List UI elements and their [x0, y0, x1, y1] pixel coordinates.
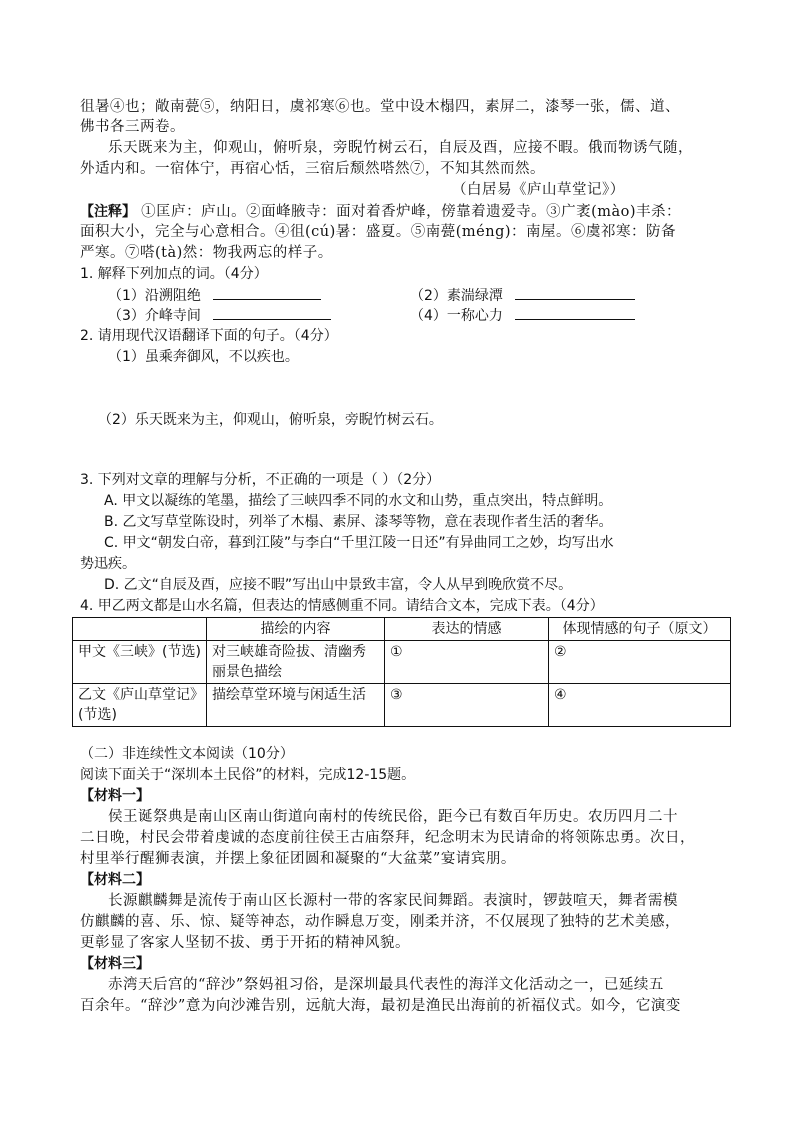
- notes-line: 面积大小，完全与心意相合。④徂(cú)暑：盛夏。⑤南甍(méng)：南屋。⑥虞祁寒：防备: [80, 224, 677, 240]
- question-1-item: [410, 305, 635, 326]
- table-cell: 对三峡雄奇险拔、清幽秀丽景色描绘: [207, 641, 385, 684]
- answer-cell[interactable]: ④: [549, 684, 731, 727]
- answer-blank[interactable]: [515, 285, 635, 300]
- table-cell: 甲文《三峡》(节选): [73, 641, 207, 684]
- question-2-sentence: （1）虽乘奔御风，不以疾也。: [108, 349, 299, 365]
- option-b: B. 乙文写草堂陈设时，列举了木榻、素屏、漆琴等物，意在表现作者生活的奢华。: [104, 514, 613, 530]
- table-header-cell: 表达的情感: [385, 618, 549, 641]
- material-1-label: 【材料一】: [80, 788, 150, 804]
- section-heading: （二）非连续性文本阅读（10分）: [80, 746, 294, 762]
- section-intro: 阅读下面关于“深圳本土民俗”的材料，完成12-15题。: [80, 767, 416, 783]
- table-header-cell: 描绘的内容: [207, 618, 385, 641]
- table-cell: 乙文《庐山草堂记》(节选): [73, 684, 207, 727]
- text-b-line: 乐天既来为主，仰观山，俯听泉，旁睨竹树云石，自辰及酉，应接不暇。俄而物诱气随，: [108, 140, 693, 156]
- question-1-item: [108, 285, 321, 306]
- item-label: （3）介峰寺间: [108, 308, 201, 324]
- table-cell: 描绘草堂环境与闲适生活: [207, 684, 385, 727]
- material-line: 村里举行醒狮表演，并摆上象征团圆和凝聚的“大盆菜”宴请宾朋。: [80, 851, 516, 867]
- notes-line: [80, 201, 681, 222]
- answer-cell[interactable]: ③: [385, 684, 549, 727]
- material-line: 仿麒麟的喜、乐、惊、疑等神态，动作瞬息万变，刚柔并济，不仅展现了独特的艺术美感，: [80, 914, 680, 930]
- question-1-stem: 1. 解释下列加点的词。（4分）: [80, 266, 268, 282]
- question-1-item: [410, 285, 635, 306]
- option-c-cont: 势迅疾。: [80, 556, 136, 572]
- question-2-stem: 2. 请用现代汉语翻译下面的句子。（4分）: [80, 328, 338, 344]
- table-row: [73, 684, 731, 727]
- answer-cell[interactable]: ①: [385, 641, 549, 684]
- answer-cell[interactable]: ②: [549, 641, 731, 684]
- material-line: 百余年。“辞沙”意为向沙滩告别，远航大海，最初是渔民出海前的祈福仪式。如今，它演变: [80, 998, 681, 1014]
- question-1-item: [108, 305, 331, 326]
- material-line: 赤湾天后宫的“辞沙”祭妈祖习俗，是深圳最具代表性的海洋文化活动之一，已延续五: [108, 977, 664, 993]
- option-c: C. 甲文“朝发白帝，暮到江陵”与李白“千里江陵一日还”有异曲同工之妙，均写出水: [104, 535, 614, 551]
- answer-blank[interactable]: [515, 305, 635, 320]
- table-header-cell: 体现情感的句子（原文）: [549, 618, 731, 641]
- item-label: （2）素湍绿潭: [410, 288, 503, 304]
- text-b-source: （白居易《庐山草堂记》）: [452, 182, 625, 198]
- answer-blank[interactable]: [213, 285, 321, 300]
- answer-table: [72, 617, 731, 727]
- notes-label: 【注释】: [80, 204, 136, 220]
- question-4-stem: 4. 甲乙两文都是山水名篇，但表达的情感侧重不同。请结合文本，完成下表。（4分）: [80, 598, 604, 614]
- text-b-line: 外适内和。一宿体宁，再宿心恬，三宿后颓然嗒然⑦，不知其然而然。: [80, 161, 545, 177]
- material-line: 侯王诞祭典是南山区南山街道向南村的传统民俗，距今已有数百年历史。农历四月二十: [108, 809, 678, 825]
- question-2-sentence: （2）乐天既来为主，仰观山，俯听泉，旁睨竹树云石。: [98, 412, 443, 428]
- option-d: D. 乙文“自辰及酉，应接不暇”写出山中景致丰富，令人从早到晚欣赏不尽。: [104, 577, 573, 593]
- text-b-line: 徂暑④也；敞南甍⑤，纳阳日，虞祁寒⑥也。堂中设木榻四，素屏二，漆琴一张，儒、道、: [80, 99, 680, 115]
- question-3-stem: 3. 下列对文章的理解与分析，不正确的一项是（ ）（2分）: [80, 472, 441, 488]
- material-line: 更彰显了客家人坚韧不拔、勇于开拓的精神风貌。: [80, 935, 410, 951]
- table-header-cell: [73, 618, 207, 641]
- material-3-label: 【材料三】: [80, 956, 150, 972]
- item-label: （4）一称心力: [410, 308, 503, 324]
- material-line: 二日晚，村民会带着虔诚的态度前往侯王古庙祭拜，纪念明末为民请命的将领陈忠勇。次日，: [80, 830, 695, 846]
- text-b-line: 佛书各三两卷。: [80, 119, 185, 135]
- notes-line: 严寒。⑦嗒(tà)然：物我两忘的样子。: [80, 245, 333, 261]
- notes-text: ①匡庐：庐山。②面峰腋寺：面对着香炉峰，傍靠着遗爱寺。③广袤(mào)丰杀：: [141, 204, 682, 220]
- answer-blank[interactable]: [213, 305, 331, 320]
- material-line: 长源麒麟舞是流传于南山区长源村一带的客家民间舞蹈。表演时，锣鼓喧天，舞者需模: [108, 893, 678, 909]
- table-row: [73, 641, 731, 684]
- item-label: （1）沿溯阻绝: [108, 288, 201, 304]
- table-header-row: [73, 618, 731, 641]
- material-2-label: 【材料二】: [80, 872, 150, 888]
- option-a: A. 甲文以凝练的笔墨，描绘了三峡四季不同的水文和山势，重点突出，特点鲜明。: [104, 493, 613, 509]
